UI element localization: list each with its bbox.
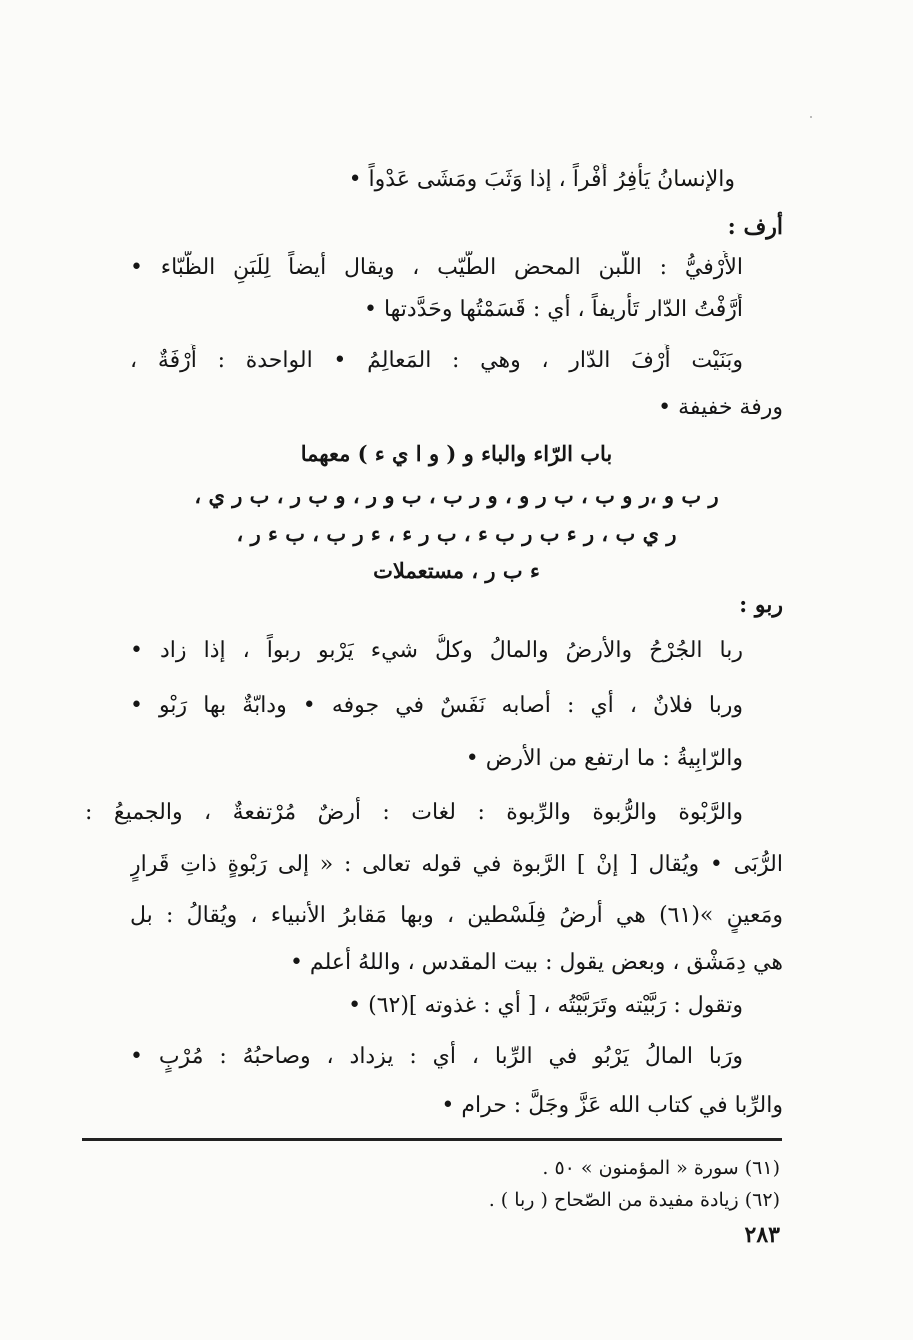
entry-heading-rbw: ربو : [739,592,783,618]
root-combinations-3: ء ب ر ، مستعملات [373,558,540,583]
text-line-15: والرِّبا في كتاب الله عَزَّ وجَلَّ : حرام • [441,1093,783,1118]
text-line-1: والإنسانُ يَأْفِرُ أَفْراً ، إذا وَثَبَ ومَشَى عَدْواً • [348,167,735,192]
entry-heading-arf: أرف : [727,214,783,240]
text-line-4: وبَنَيْت أُرْفَ الدّار ، وهي : المَعالِمُ • الواحدة : أُرْفَةٌ ، [130,348,743,373]
footnote-62: (٦٢) زيادة مفيدة من الصّحاح ( ربا ) . [488,1189,780,1211]
text-line-9: والرَّبْوة والرُّبوة والرِّبوة : لغات : أرضٌ مُرْتفعةٌ ، والجميعُ : [85,800,743,825]
text-line-8: والرّابِيةُ : ما ارتفع من الأرض • [465,746,743,771]
scan-speck [810,116,812,118]
text-line-11: ومَعينٍ »(٦١) هي أرضُ فِلَسْطين ، وبها مَقابرُ الأنبياء ، ويُقالُ : بل [130,903,783,928]
footnote-rule [82,1138,782,1141]
root-combinations-1: ر ب و ،ر و ب ، ب ر و ، و ر ب ، ب و ر ، و ب ر ، ب ر ي ، [194,483,719,508]
text-line-6: ربا الجُرْحُ والأرضُ والمالُ وكلُّ شيء يَرْبو ربواً ، إذا زاد • [130,638,743,663]
text-line-13: وتقول : رَبَّيْته وتَرَبَّيْتُه ، [ أي : غذوته ](٦٢) • [348,993,743,1018]
text-line-3: أَرَّفْتُ الدّار تَأْريفاً ، أي : قَسَمْتُها وحَدَّدتها • [363,297,743,322]
root-combinations-2: ر ي ب ، ر ء ب ر ب ء ، ب ر ء ، ء ر ب ، ب ء ر ، [236,521,677,546]
page-number: ٢٨٣ [744,1222,780,1248]
footnote-61: (٦١) سورة « المؤمنون » ٥٠ . [542,1157,780,1179]
chapter-title: باب الرّاء والباء و ( و ا ي ء ) معهما [300,441,613,466]
text-line-14: ورَبا المالُ يَرْبُو في الرِّبا ، أي : يزداد ، وصاحبُهُ : مُرْبٍ • [130,1044,743,1069]
text-line-5: ورفة خفيفة • [658,395,783,420]
text-line-10: الرُّبَى • ويُقال [ إنْ ] الرَّبوة في قوله تعالى : « إلى رَبْوةٍ ذاتِ قَرارٍ [130,852,783,877]
text-line-12: هي دِمَشْق ، وبعض يقول : بيت المقدس ، واللهُ أعلم • [289,950,783,975]
text-line-7: وربا فلانٌ ، أي : أصابه نَفَسٌ في جوفه • ودابّةٌ بها رَبْو • [130,693,743,718]
text-line-2: الأُرْفيُّ : اللّبن المحض الطّيّب ، ويقال أيضاً لِلَبَنِ الظّبّاء • [130,255,743,280]
